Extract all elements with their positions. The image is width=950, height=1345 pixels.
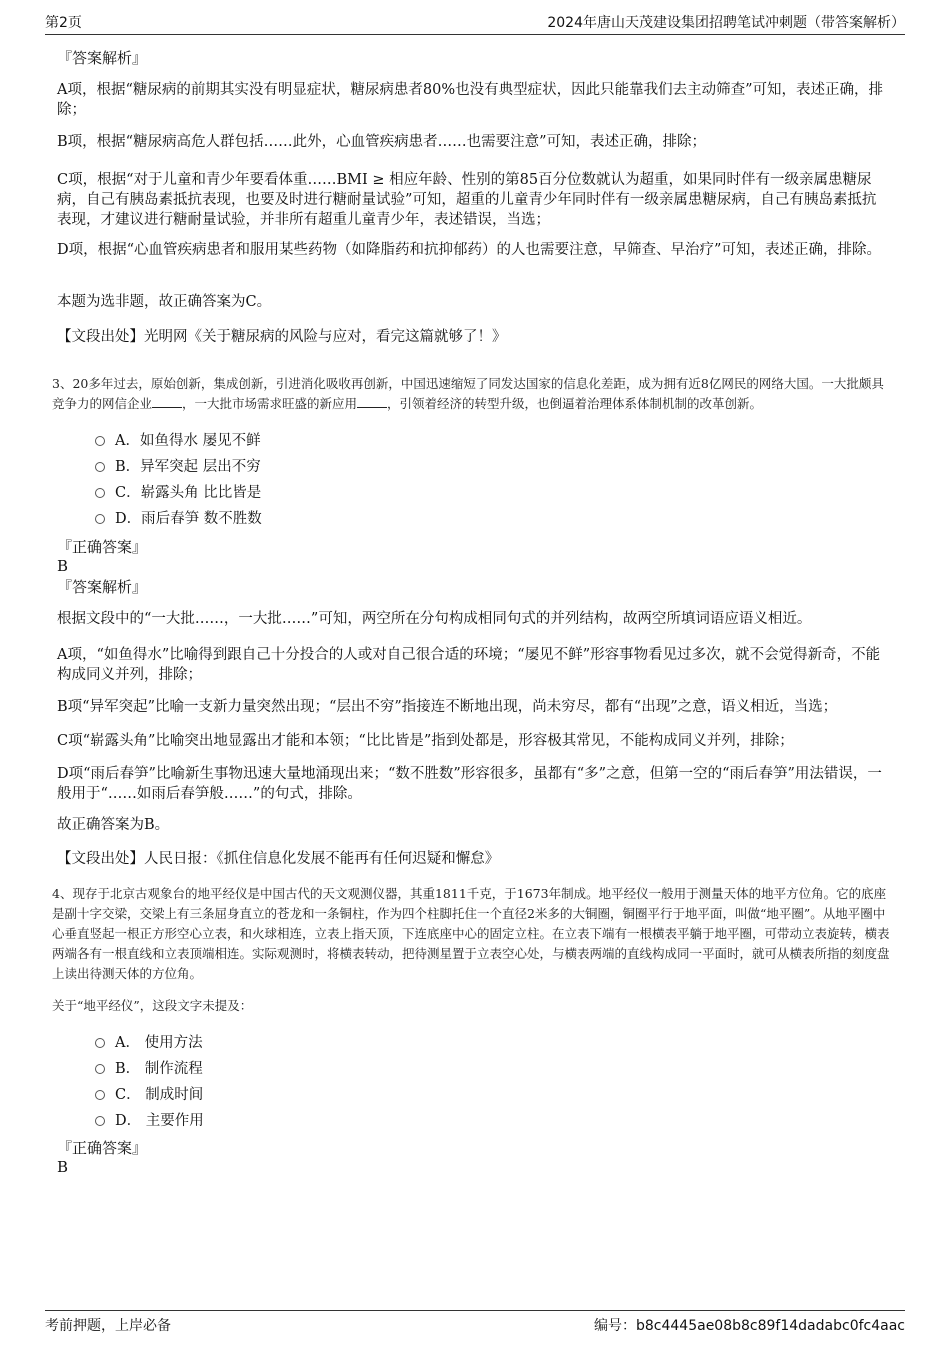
radio-icon[interactable] [95, 514, 105, 524]
q4-option-d[interactable] [57, 1108, 888, 1134]
q3-correct-answer: B [57, 557, 69, 575]
q3-option-c-label: C．崭露头角 比比皆是 [115, 485, 262, 501]
radio-icon[interactable] [95, 1064, 105, 1074]
page-footer [45, 1310, 905, 1337]
q3-blank-2 [357, 395, 387, 408]
radio-icon[interactable] [95, 1090, 105, 1100]
radio-icon[interactable] [95, 1038, 105, 1048]
page-header [45, 12, 905, 35]
q4-option-d-label: D． 主要作用 [115, 1113, 204, 1129]
q3-analysis-a: A项，“如鱼得水”比喻得到跟自己十分投合的人或对自己很合适的环境；“屡见不鲜”形容事物看见过多次，就不会觉得新奇，不能构成同义并列，排除； [57, 647, 881, 683]
q2-conclusion: 本题为选非题，故正确答案为C。 [57, 294, 272, 310]
q3-stem-part2: ，一大批市场需求旺盛的新应用 [182, 396, 358, 411]
q3-stem-part3: ，引领着经济的转型升级，也倒逼着治理体系体制机制的改革创新。 [387, 396, 763, 411]
q2-source: 【文段出处】光明网《关于糖尿病的风险与应对，看完这篇就够了！》 [57, 329, 507, 345]
q3-analysis-label: 『答案解析』 [57, 578, 148, 596]
q3-analysis-c: C项“崭露头角”比喻突出地显露出才能和本领；“比比皆是”指到处都是，形容极其常见，不能构成同义并列，排除； [57, 733, 794, 749]
q4-correct-answer: B [57, 1158, 69, 1176]
q4-option-c-label: C． 制成时间 [115, 1087, 204, 1103]
radio-icon[interactable] [95, 436, 105, 446]
q3-source: 【文段出处】人民日报：《抓住信息化发展不能再有任何迟疑和懈怠》 [57, 851, 500, 867]
q3-option-a[interactable] [57, 428, 888, 454]
q2-analysis-b: B项，根据“糖尿病高危人群包括……此外，心血管疾病患者……也需要注意”可知，表述正确，排除； [57, 134, 706, 150]
q3-option-d[interactable] [57, 506, 888, 532]
q2-analysis-d: D项，根据“心血管疾病患者和服用某些药物（如降脂药和抗抑郁药）的人也需要注意，早筛查、早治疗”可知，表述正确，排除。 [57, 242, 881, 258]
q4-options [57, 1030, 888, 1134]
q4-correct-label: 『正确答案』 [57, 1139, 148, 1157]
q4-stem: 4、现存于北京古观象台的地平经仪是中国古代的天文观测仪器，其重1811千克，于1673年制成。地平经仪一般用于测量天体的地平方位角。它的底座是副十字交梁，交梁上有三条屈身直立的苍龙和一条铜柱，作为四个柱脚托住一个直径2米多的大铜圈，铜圈平行于地平面，叫做“地平圈”。从地平圈中心垂直竖起一根正方形空心立表，和火球相连，立表上指天顶，下连底座中心的固定立柱。在立表下端有一根横表平躺于地平圈，可带动立表旋转，横表两端各有一根直线和立表顶端相连。实际观测时，将横表转动，把待测星置于立表空心处，与横表两端的直线构成同一平面时，就可从横表所指的刻度盘上读出待测天体的方位角。 [52, 886, 890, 981]
q4-question: 关于“地平经仪”，这段文字未提及： [52, 998, 253, 1013]
q3-option-b-label: B．异军突起 层出不穷 [115, 459, 261, 475]
q4-option-b[interactable] [57, 1056, 888, 1082]
q3-option-a-label: A．如鱼得水 屡见不鲜 [115, 433, 261, 449]
q3-correct-label: 『正确答案』 [57, 538, 148, 556]
footer-slogan: 考前押题，上岸必备 [45, 1318, 171, 1334]
document-code: 编号：b8c4445ae08b8c89f14dadabc0fc4aac [594, 1318, 905, 1334]
radio-icon[interactable] [95, 1116, 105, 1126]
q3-analysis-intro: 根据文段中的“一大批……，一大批……”可知，两空所在分句构成相同句式的并列结构，故两空所填词语应语义相近。 [57, 611, 812, 627]
q4-option-b-label: B． 制作流程 [115, 1061, 203, 1077]
radio-icon[interactable] [95, 462, 105, 472]
q3-stem-part1: 3、20多年过去，原始创新，集成创新，引进消化吸收再创新，中国迅速缩短了同发达国家的信息化差距，成为拥有近8亿网民的网络大国。一大批颇具竞争力的网信企业 [52, 376, 884, 411]
q3-analysis-b: B项“异军突起”比喻一支新力量突然出现；“层出不穷”指接连不断地出现，尚未穷尽，都有“出现”之意，语义相近，当选； [57, 699, 838, 715]
q3-option-c[interactable] [57, 480, 888, 506]
q3-options [57, 428, 888, 532]
q2-analysis-label: 『答案解析』 [57, 49, 148, 67]
page-number: 第2页 [45, 15, 82, 31]
radio-icon[interactable] [95, 488, 105, 498]
q4-option-a-label: A． 使用方法 [115, 1035, 203, 1051]
q3-analysis-d: D项“雨后春笋”比喻新生事物迅速大量地涌现出来；“数不胜数”形容很多，虽都有“多”之意，但第一空的“雨后春笋”用法错误，一般用于“……如雨后春笋般……”的句式，排除。 [57, 766, 882, 802]
q3-option-b[interactable] [57, 454, 888, 480]
q3-option-d-label: D．雨后春笋 数不胜数 [115, 511, 262, 527]
q4-option-c[interactable] [57, 1082, 888, 1108]
document-title: 2024年唐山天茂建设集团招聘笔试冲刺题（带答案解析） [547, 15, 905, 31]
q3-conclusion: 故正确答案为B。 [57, 817, 170, 833]
q3-blank-1 [152, 395, 182, 408]
q2-analysis-a: A项，根据“糖尿病的前期其实没有明显症状，糖尿病患者80%也没有典型症状，因此只能靠我们去主动筛查”可知，表述正确，排除； [57, 82, 884, 118]
q3-stem [52, 374, 896, 414]
q4-option-a[interactable] [57, 1030, 888, 1056]
q2-analysis-c: C项，根据“对于儿童和青少年要看体重……BMI ≥ 相应年龄、性别的第85百分位数就认为超重，如果同时伴有一级亲属患糖尿病，自己有胰岛素抵抗表现，也要及时进行糖耐量试验”可知，超重的儿童青少年同时伴有一级亲属患糖尿病，自己有胰岛素抵抗表现，才建议进行糖耐量试验，并非所有超重儿童青少年，表述错误，当选； [57, 172, 877, 228]
